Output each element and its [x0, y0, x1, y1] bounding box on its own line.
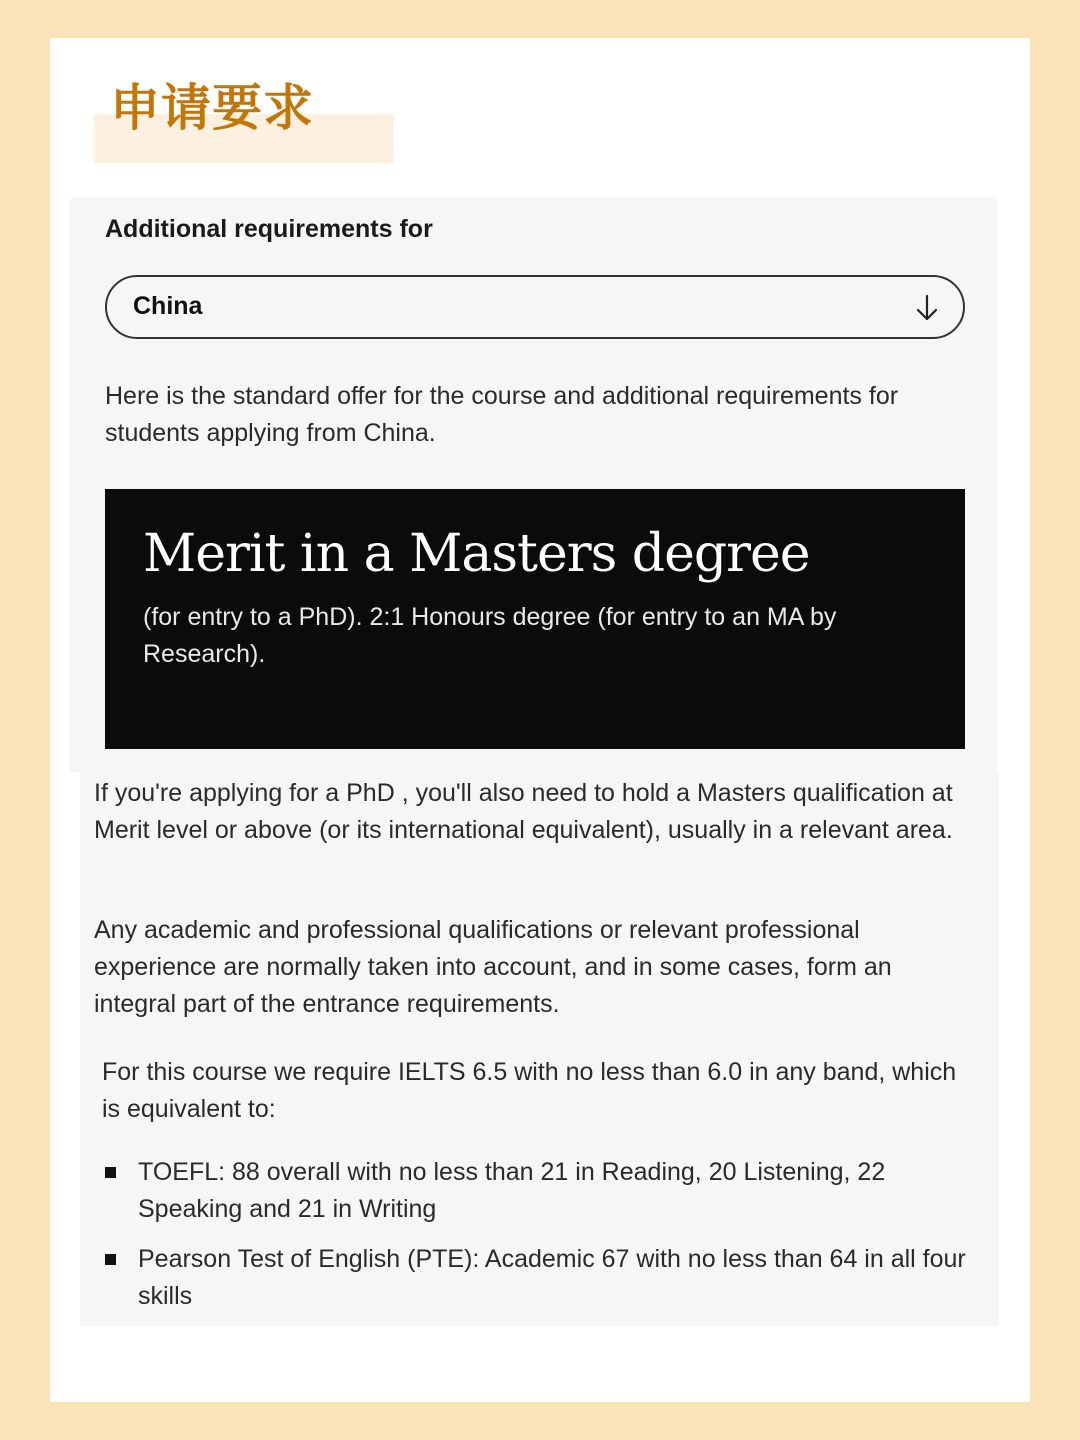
country-selected-value: China	[133, 292, 203, 320]
phd-requirement-text: If you're applying for a PhD , you'll also need to hold a Masters qualification at Merit level or above (or its international equivalent), usually in a relevant area.	[94, 779, 953, 844]
intro-text: Here is the standard offer for the course and additional requirements for students applying from China.	[105, 382, 899, 447]
list-item	[102, 1241, 982, 1315]
bullet-square-icon	[105, 1254, 116, 1265]
section-heading	[94, 74, 394, 164]
standard-offer-box	[105, 489, 965, 749]
content-card	[50, 38, 1030, 1402]
pte-requirement: Pearson Test of English (PTE): Academic 67 with no less than 64 in all four skills	[138, 1245, 966, 1310]
toefl-requirement: TOEFL: 88 overall with no less than 21 in Reading, 20 Listening, 22 Speaking and 21 in Writing	[138, 1158, 886, 1223]
page-title: 申请要求	[110, 79, 314, 137]
english-equivalents-list	[102, 1154, 982, 1328]
country-dropdown[interactable]	[105, 275, 965, 339]
offer-title: Merit in a Masters degree	[143, 524, 810, 584]
offer-subtitle: (for entry to a PhD). 2:1 Honours degree (for entry to an MA by Research).	[143, 603, 837, 668]
english-requirement-text: For this course we require IELTS 6.5 with no less than 6.0 in any band, which is equivalent to:	[102, 1058, 957, 1123]
bullet-square-icon	[105, 1167, 116, 1178]
arrow-down-icon	[913, 293, 941, 323]
qualifications-text: Any academic and professional qualifications or relevant professional experience are normally taken into account, and in some cases, form an integral part of the entrance requirements.	[94, 916, 892, 1018]
requirements-label: Additional requirements for	[105, 215, 433, 243]
list-item	[102, 1154, 982, 1228]
